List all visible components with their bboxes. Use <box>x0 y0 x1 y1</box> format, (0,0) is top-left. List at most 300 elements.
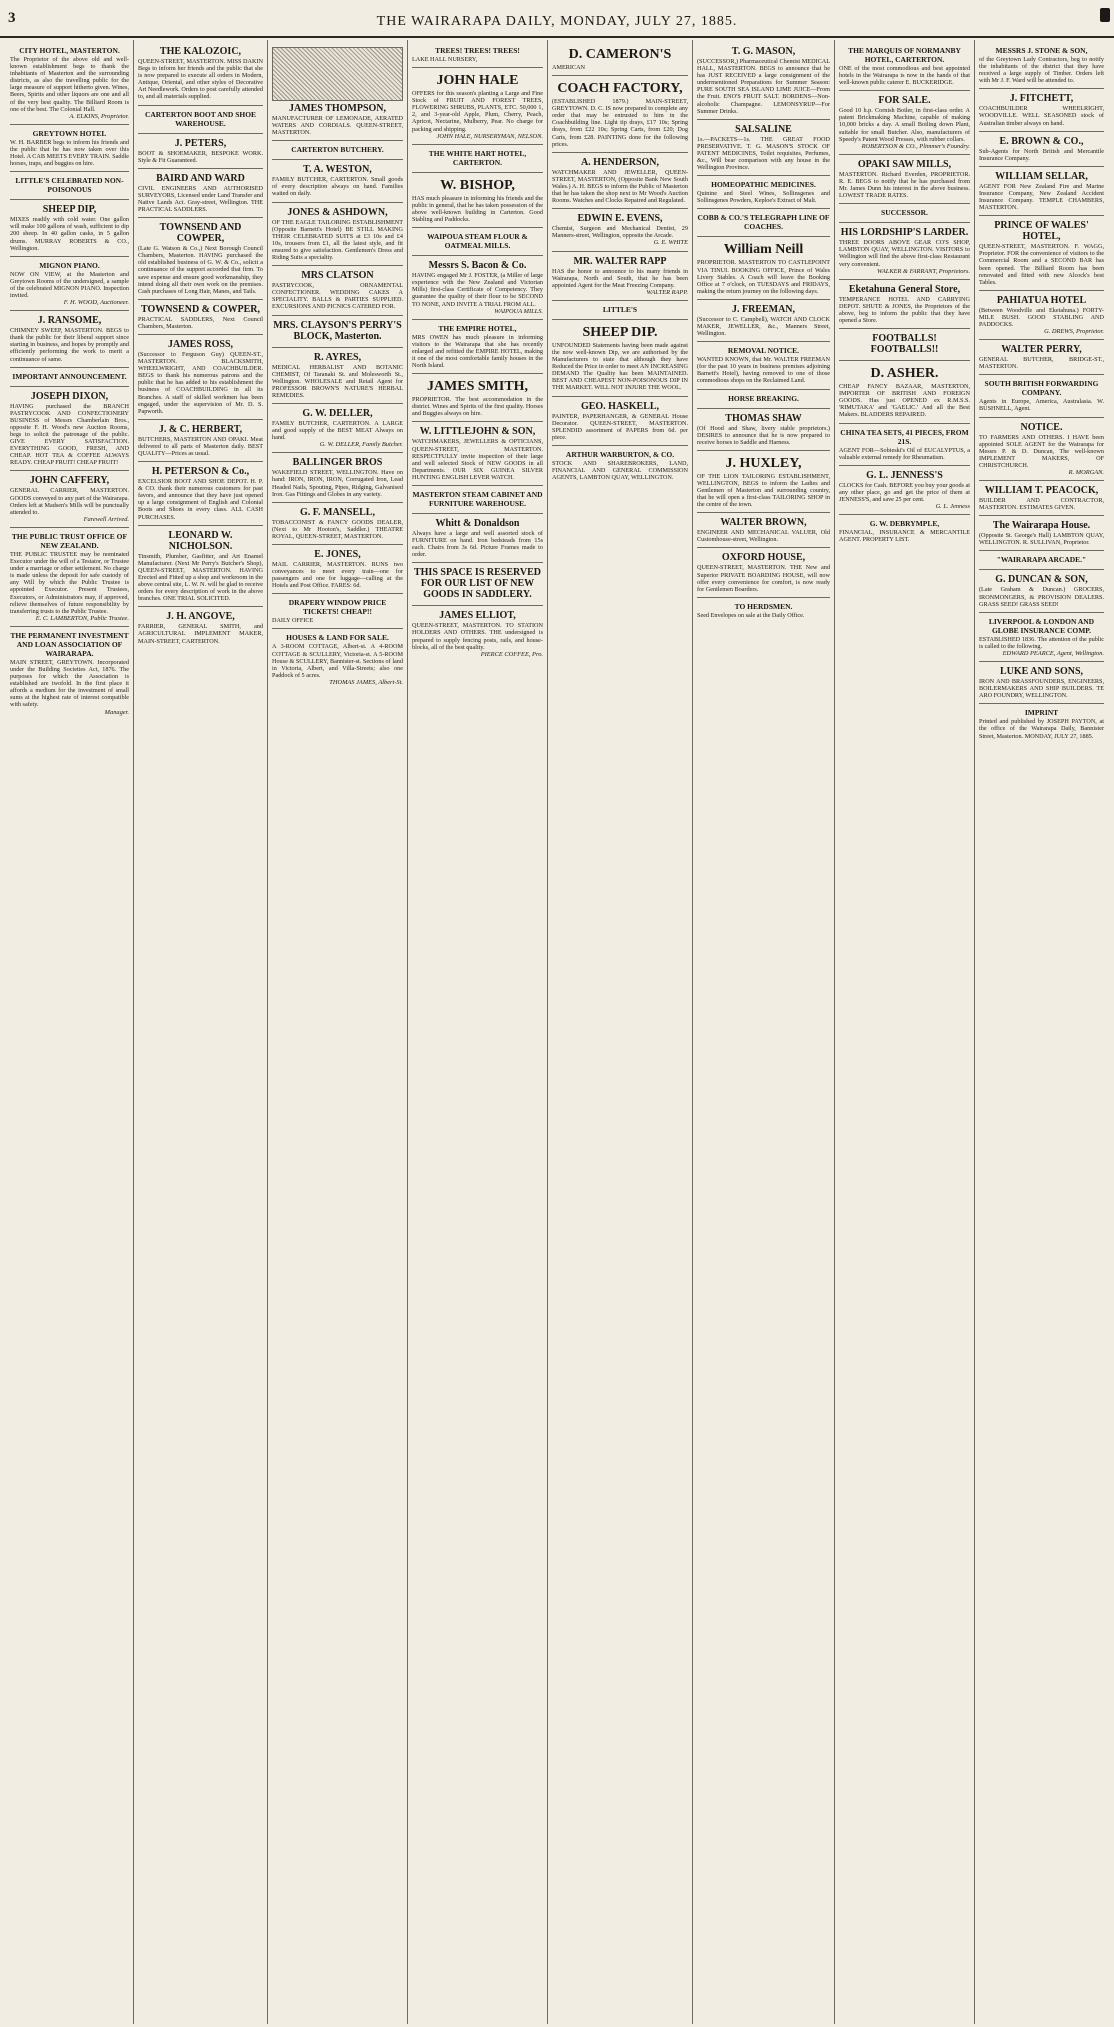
ad-body-text: (Of Hood and Shaw, livery stable proprietors.) DESIRES to announce that he is now prepared to receive horses to Saddle and Harness. <box>697 424 830 446</box>
advertisement <box>839 361 970 423</box>
ad-body-text: (Successor to Ferguson Guy) QUEEN-ST., MASTERTON. BLACKSMITH, WHEELWRIGHT, AND COACHBUILDER. BEGS to thank his numerous patrons and the public that he has added to his establishment the business of COACHBUILDING in all its Branches. A staff of skilled workmen has been engaged, under the supervision of Mr. D. S. Papworth. <box>138 350 263 415</box>
advertisement <box>839 91 970 155</box>
ad-body-text: THREE DOORS ABOVE GEAR CO'S SHOP, LAMBTON QUAY, WELLINGTON. VISITORS to Wellington will find the above first-class Restaurant very convenient. <box>839 239 970 268</box>
advertisement <box>979 216 1104 291</box>
ad-column-4 <box>408 40 548 2024</box>
ad-heading: HOMEOPATHIC MEDICINES. <box>711 180 816 190</box>
ad-body-text: QUEEN-STREET, MASTERTON. F. WAGG, Proprietor. FOR the convenience of visitors to the Commercial Room and a SECOND BAR has been opened. The Billiard Room has been renovated and fitted with new Alcock's best Tables. <box>979 243 1104 286</box>
ad-body-text: QUEEN-STREET, MASTERTON. MISS DAKIN Begs to inform her friends and the public that she is now prepared to execute all orders in Modern, Antique, Oriental, and other styles of Decorative Art Needlework. Orders to post carefully attended to, and all materials supplied. <box>138 58 263 101</box>
ad-signature: JOHN HALE, NURSERYMAN, NELSON. <box>436 132 543 140</box>
ad-heading: LITTLE'S <box>602 304 638 314</box>
advertisement <box>412 228 543 256</box>
advertisement <box>272 629 403 690</box>
ad-body-text: (ESTABLISHED 1879.) MAIN-STREET, GREYTOWN. D. C. IS now prepared to complete any order that may be entrusted to him in the Coachbuilding line. Light tip drays, £17 10s; Spring drays, from £22 10s; Spring Carts, from £20; Dog Carts, from £28. PAINTING done for the following prices. <box>552 98 688 148</box>
advertisement <box>697 342 830 389</box>
advertisement <box>979 167 1104 216</box>
advertisement <box>552 397 688 446</box>
advertisement <box>839 204 970 223</box>
ad-heading: JOSEPH DIXON, <box>30 390 109 402</box>
ad-heading: SALSALINE <box>735 123 792 135</box>
advertisement <box>272 203 403 267</box>
ad-heading: IMPORTANT ANNOUNCEMENT. <box>12 371 127 381</box>
advertisement <box>697 300 830 342</box>
ad-heading: A. HENDERSON, <box>580 156 660 168</box>
advertisement <box>979 89 1104 131</box>
ad-heading: JONES & ASHDOWN, <box>287 206 388 218</box>
page-number-left: 3 <box>8 10 16 26</box>
ad-heading: J. FREEMAN, <box>731 303 796 315</box>
advertisement <box>697 237 830 299</box>
ad-body-text: Always have a large and well assorted stock of FURNITURE on hand. Iron bedsteads from 15s each. Chairs from 3s 6d. Picture Frames made to order. <box>412 530 543 559</box>
ad-heading: G. W. DELLER, <box>302 407 373 419</box>
ad-heading: J. PETERS, <box>174 137 227 149</box>
advertisement <box>552 252 688 301</box>
ad-heading: CARTERTON BOOT AND SHOE WAREHOUSE. <box>144 109 257 128</box>
advertisement <box>10 387 129 472</box>
ad-body-text: Printed and published by JOSEPH PAYTON, at the office of the Wairarapa Daily, Bannister Street, Masterton. MONDAY, JULY 27, 1885. <box>979 718 1104 740</box>
ad-body-text: QUEEN-STREET, MASTERTON. TO STATION HOLDERS AND OTHERS. THE undersigned is prepared to supply fencing posts, rails, and house-blocks, all of the best quality. <box>412 622 543 651</box>
advertisement <box>412 374 543 422</box>
ad-heading: MIGNON PIANO. <box>39 260 100 270</box>
advertisement <box>10 200 129 256</box>
ad-heading: EDWIN E. EVENS, <box>577 213 663 225</box>
advertisement <box>552 301 688 320</box>
ad-heading: CARTERTON BUTCHERY. <box>291 145 384 155</box>
ad-body-text: CIVIL ENGINEERS AND AUTHORISED SURVEYORS, Licensed under Land Transfer and Native Lands Act. Gray-street, Wellington. THE PRACTICAL SADDLERS. <box>138 184 263 214</box>
advertisement <box>697 409 830 451</box>
ad-heading: Eketahuna General Store, <box>848 283 961 295</box>
marker-icon <box>1100 8 1110 22</box>
ad-column-7 <box>835 40 975 2024</box>
advertisement <box>839 223 970 279</box>
advertisement <box>979 418 1104 482</box>
ad-column-5 <box>548 40 693 2024</box>
advertisement <box>979 570 1104 612</box>
ad-heading: THE EMPIRE HOTEL, <box>438 323 517 333</box>
ad-body-text: HAVING purchased the BRANCH PASTRYCOOK AND CONFECTIONERY BUSINESS of Messrs Chamberlain Bros., opposite F. H. Wood's new Auction Rooms, begs to solicit the patronage of the public. GIVE EVERY SATISFACTION. EVERYTHING GOOD, FRESH, AND CHEAP. HOT TEA & COFFEE ALWAYS READY. CHEAP FRUIT! CHEAP FRUIT! <box>10 402 129 467</box>
advertisement <box>697 451 830 513</box>
ad-heading: FOR SALE. <box>878 95 931 107</box>
ad-body-text: MANUFACTURER OF LEMONADE, AERATED WATERS AND CORDIALS. QUEEN-STREET, MASTERTON. <box>272 115 403 137</box>
ad-body-text: MAIL CARRIER, MASTERTON. RUNS two conveyances to meet every train—one for passengers and one for luggage—calling at the Hotels and Post Office. FARES: 6d. <box>272 561 403 590</box>
ad-signature: THOMAS JAMES, Albert-St. <box>329 678 403 686</box>
ad-body-text: 1s.—PACKETS—1s. THE GREAT FOOD PRESERVATIVE. T. G. MASON'S STOCK OF PATENT MEDICINES, Toilet requisites, Perfumes, &c., Will bear comparison with any house in the Wellington Province. <box>697 135 830 172</box>
ad-body-text: UNFOUNDED Statements having been made against the now well-known Dip, we are authorised by the Manufacturers to state that although they have Reduced the Price in order to meet AN INCREASING DEMAND The Quality has been MAINTAINED. BEST AND CHEAPEST NON-POISONOUS DIP IN THE MARKET. WILL NOT INJURE THE WOOL. <box>552 341 688 392</box>
ad-body-text: PROPRIETOR. The best accommodation in the district. Wines and Spirits of the first quality. Horses and Buggies always on hire. <box>412 396 543 418</box>
advertisement <box>272 453 403 502</box>
advertisement <box>10 311 129 367</box>
ad-heading: HORSE BREAKING. <box>728 393 799 403</box>
ad-body-text: IRON AND BRASSFOUNDERS, ENGINEERS, BOILERMAKERS AND SHIP BUILDERS. TE ARO FOUNDRY, WELLINGTON. <box>979 678 1104 700</box>
ad-body-text: LAKE HALL NURSERY, <box>412 56 478 63</box>
advertisement <box>979 704 1104 743</box>
ad-body-text: FAMILY BUTCHER, CARTERTON. Small goods of every description always on hand. Families waited on daily. <box>272 176 403 198</box>
ad-body-text: GENERAL BUTCHER, BRIDGE-ST., MASTERTON. <box>979 356 1104 371</box>
ad-body-text: DAILY OFFICE <box>272 617 314 625</box>
ad-heading: PRINCE OF WALES' HOTEL, <box>994 220 1089 243</box>
ad-body-text: of the Greytown Lady Contractors, beg to notify the inhabitants of the district that they have received a large supply of Timber. Orders left with Mr J. F. Ward will be attended to. <box>979 56 1104 85</box>
ad-heading: JOHN CAFFERY, <box>29 475 110 487</box>
ad-heading: HOUSES & LAND FOR SALE. <box>286 633 389 643</box>
advertisement <box>979 516 1104 551</box>
ad-body-text: TO FARMERS AND OTHERS. I HAVE been appointed SOLE AGENT for the Wairarapa for Messrs P. & D. Duncan, The well-known IMPLEMENT MAKERS, OF CHRISTCHURCH. <box>979 433 1104 469</box>
ad-body-text: WATCHMAKERS, JEWELLERS & OPTICIANS, QUEEN-STREET, MASTERTON. RESPECTFULLY invite inspection of their large and well selected Stock of NEW GOODS in all Departments. OUR SIX GUINEA SILVER HUNTING ENGLISH LEVER WATCH. <box>412 438 543 481</box>
ad-body-text: MRS OWEN has much pleasure in informing visitors to the Wairarapa that she has recently enlarged and refitted the EMPIRE HOTEL, making it one of the most comfortable family houses in the North Island. <box>412 333 543 370</box>
ad-heading: E. BROWN & CO., <box>999 135 1084 147</box>
ad-heading: The Wairarapa House. <box>992 520 1091 532</box>
advertisement <box>272 545 403 594</box>
ad-body-text: AGENT FOR New Zealand Fire and Marine Insurance Company, New Zealand Accident Insurance Company. TEMPLE CHAMBERS, MASTERTON. <box>979 182 1104 212</box>
ad-heading: G. F. MANSELL, <box>300 506 375 518</box>
ad-body-text: CLOCKS for Cash. BEFORE you buy your goods at any other place, go and get the price of them at JENNESS'S, and save 25 per cent. <box>839 481 970 503</box>
ad-heading: MRS CLATSON <box>301 270 374 282</box>
advertisement <box>272 503 403 545</box>
ad-heading: THE WHITE HART HOTEL, CARTERTON. <box>428 148 527 167</box>
advertisement <box>839 515 970 547</box>
ad-signature: A. ELKINS, Proprietor. <box>69 112 129 120</box>
advertisement <box>10 471 129 527</box>
ad-heading: ARTHUR WARBURTON, & CO. <box>565 449 675 459</box>
advertisement <box>138 106 263 134</box>
ad-signature: G. E. WHITE <box>653 239 688 247</box>
ad-body-text: A 3-ROOM COTTAGE, Albert-st. A 4-ROOM COTTAGE & SCULLERY, Victoria-st. A 5-ROOM House & SCULLERY, Bannister-st. Sections of land in Victoria, Albert, and Villa-Streets; also one Paddock of 5 acres. <box>272 643 403 679</box>
ad-heading: COACH FACTORY, <box>557 81 683 97</box>
ad-signature: ROBERTSON & CO., Plimmer's Foundry. <box>861 142 970 150</box>
ad-signature: R. MORGAN. <box>1068 469 1104 476</box>
ad-heading: "WAIRARAPA ARCADE." <box>996 555 1087 565</box>
advertisement <box>839 329 970 361</box>
ad-heading: WILLIAM SELLAR, <box>995 170 1088 182</box>
advertisement <box>979 291 1104 340</box>
ad-heading: NOTICE. <box>1020 421 1063 433</box>
ad-heading: THOMAS SHAW <box>725 412 802 424</box>
ad-heading: J. HUXLEY, <box>725 455 802 471</box>
advertisement <box>979 551 1104 570</box>
masthead <box>0 0 1114 38</box>
ad-signature: WALKER & FARRANT, Proprietors. <box>877 267 970 275</box>
ad-heading: G. DUNCAN & SON, <box>995 574 1088 586</box>
newspaper-title: THE WAIRARAPA DAILY, MONDAY, JULY 27, 1885. <box>376 14 738 29</box>
advertisement <box>697 390 830 409</box>
ad-body-text: WANTED KNOWN, that Mr. WALTER FREEMAN (for the past 10 years in business premises adjoining Barnett's Hotel), having removed to one of those commodious shops on the Reclaimed Land. <box>697 356 830 385</box>
ad-signature: G. W. DELLER, Family Butcher. <box>319 441 403 449</box>
factory-illustration-icon <box>272 47 403 101</box>
ad-heading: THE MARQUIS OF NORMANBY HOTEL, CARTERTON. <box>848 46 961 64</box>
ad-signature: EDWARD PEARCE, Agent, Wellington. <box>1002 649 1104 657</box>
advertisement <box>10 125 129 172</box>
ad-heading: H. PETERSON & Co., <box>151 466 250 478</box>
ad-body-text: WAKEFIELD STREET, WELLINGTON. Have on hand: IRON, IRON, IRON, Corrugated Iron, Lead Headed Nails, Spouting, Pipes, Ridging, Galvanised Iron. Gas Fittings and Globes in any variety. <box>272 469 403 498</box>
ad-signature: WALTER RAPP. <box>646 288 688 296</box>
advertisement <box>138 607 263 648</box>
ad-body-text: OFFERS for this season's planting a Large and Fine Stock of FRUIT AND FOREST TREES, FLOWERING SHRUBS, PLANTS, ETC. 50,000 1, 2, and 3-year-old Apple, Plum, Cherry, Peach, Apricot, Nectarine, Mulberry, Pear. No charge for packing and shipping. <box>412 90 543 133</box>
advertisement <box>10 42 129 125</box>
ad-heading: MRS. CLAYSON'S PERRY'S BLOCK, Masterton. <box>273 319 402 342</box>
ad-column-6 <box>693 40 835 2024</box>
advertisement <box>138 526 263 608</box>
ad-body-text: ENGINEER AND MECHANICAL VALUER, Old Customhouse-street, Wellington. <box>697 529 830 544</box>
ad-body-text: ESTABLISHED 1836. The attention of the public is called to the following. <box>979 635 1104 650</box>
ad-heading: LITTLE'S CELEBRATED NON-POISONOUS <box>15 176 124 195</box>
ad-body-text: Tinsmith, Plumber, Gasfitter, and Art Enamel Manufacturer. (Next Mr Perry's Butcher's Shop), QUEEN-STREET, MASTERTON. HAVING Erected and Fitted up a shop and workroom in the above central site, L. W. N. will be glad to receive orders for every description of work in the above branches. ONE TRIAL SOLICITED. <box>138 552 263 603</box>
advertisement <box>979 481 1104 516</box>
ad-heading: D. CAMERON'S <box>568 47 672 62</box>
ad-heading: BALLINGER BROS <box>292 457 383 469</box>
ad-heading: GREYTOWN HOTEL <box>32 128 107 138</box>
advertisement <box>839 424 970 466</box>
advertisement <box>697 513 830 548</box>
ad-body-text: OF THE LION TAILORING ESTABLISHMENT, WELLINGTON, BEGS to inform the Ladies and Gentlemen of Masterton and surrounding country, that he will open a first-class TAILORING SHOP in the centre of the town. <box>697 472 830 509</box>
ad-heading: THE PUBLIC TRUST OFFICE OF NEW ZEALAND. <box>11 531 128 550</box>
ad-body-text: HAS much pleasure in informing his friends and the public in general, that he has taken possession of the above well-known building in Carterton. Good Stabling and Paddocks. <box>412 194 543 224</box>
advertisement <box>138 462 263 526</box>
ad-heading: LEONARD W. NICHOLSON. <box>168 529 233 552</box>
ad-heading: GEO. HASKELL, <box>580 400 660 412</box>
advertisement <box>10 627 129 720</box>
ad-heading: JAMES SMITH, <box>426 379 529 395</box>
advertisement <box>697 209 830 237</box>
ad-heading: MESSRS J. STONE & SON, <box>995 46 1088 55</box>
ad-heading: JAMES ROSS, <box>167 338 233 350</box>
ad-body-text: ONE of the most commodious and best appointed hotels in the Wairarapa is now in the hands of that well-known public caterer E. BUCKERIDGE. <box>839 65 970 87</box>
ad-heading: SUCCESSOR. <box>881 208 928 218</box>
advertisement <box>697 120 830 176</box>
ad-body-text: Quinine and Steel Wines, Sollinsgenes and Sollinsgenes Powders, Keploe's Extract of Malt. <box>697 190 830 205</box>
advertisement <box>10 528 129 627</box>
advertisement <box>552 76 688 153</box>
ad-heading: MASTERTON STEAM CABINET AND FURNITURE WAREHOUSE. <box>412 490 543 508</box>
advertisement <box>138 169 263 218</box>
advertisement <box>839 155 970 204</box>
advertisement <box>979 613 1104 662</box>
advertisement <box>138 218 263 300</box>
ad-heading: JAMES THOMPSON, <box>288 103 387 114</box>
ad-body-text: BUILDER AND CONTRACTOR, MASTERTON. ESTIMATES GIVEN. <box>979 497 1104 512</box>
advertisement <box>10 368 129 387</box>
advertisement <box>272 266 403 315</box>
ad-body-text: Chemist, Surgeon and Mechanical Dentist, 29 Manners-street, Wellington, opposite the Arcade. <box>552 225 688 240</box>
ad-body-text: (Opposite St. George's Hall) LAMBTON QUAY, WELLINGTON. R. SULLIVAN, Proprietor. <box>979 532 1104 547</box>
ad-signature: G. L. Jenness <box>935 503 970 510</box>
advertisement <box>138 42 263 106</box>
advertisement <box>10 257 129 311</box>
ad-signature: E. C. LAMBERTON, Public Trustee. <box>35 614 129 622</box>
ad-heading: LIVERPOOL & LONDON AND GLOBE INSURANCE COMP. <box>988 616 1095 635</box>
ad-heading: TOWNSEND AND COWPER, <box>159 222 242 245</box>
ad-heading: DRAPERY WINDOW PRICE TICKETS! CHEAP!! <box>288 598 387 617</box>
advertisement <box>412 68 543 145</box>
advertisement <box>272 141 403 160</box>
advertisement <box>272 42 403 141</box>
advertisement <box>697 42 830 120</box>
ad-heading: OPAKI SAW MILLS, <box>857 158 952 170</box>
ad-heading: OXFORD HOUSE, <box>721 552 806 564</box>
advertisement <box>979 42 1104 89</box>
ad-columns <box>6 40 1108 2024</box>
ad-body-text: MAIN STREET, GREYTOWN. Incorporated under the Building Societies Act, 1876. The purposes for which the Association is established are twofold. In the first place it affords a medium for the investment of small sums at the highest rate of interest compatible with safety. <box>10 658 129 709</box>
advertisement <box>979 662 1104 704</box>
ad-heading: Messrs S. Bacon & Co. <box>428 260 527 272</box>
ad-heading: E. JONES, <box>314 549 361 560</box>
ad-heading: T. G. MASON, <box>731 46 796 57</box>
ad-body-text: BOOT & SHOEMAKER, BESPOKE WORK. Style & Fit Guaranteed. <box>138 149 263 164</box>
ad-body-text: (SUCCESSOR,) Pharmaceutical Chemist MEDICAL HALL, MASTERTON. BEGS to announce that he has JUST RECEIVED a large consignment of the undermentioned Preparations for Summer Season: PURE SOUTH SEA ISLAND LIME JUICE—From the Fruit. ENO'S FRUIT SALT. BORDENS—Non-alcoholic Champagne. LEMONSYRUP—For Summer Drinks. <box>697 58 830 115</box>
ad-body-text: MASTERTON. Richard Everden, PROPRIETOR. R. E. BEGS to notify that he has purchased from Mr. James Dunn his interest in the above business. LOWEST TRADE RATES. <box>839 170 970 200</box>
ad-heading: J. H. ANGOVE, <box>166 611 235 623</box>
ad-column-2 <box>134 40 268 2024</box>
ad-body-text: PASTRYCOOK, ORNAMENTAL CONFECTIONER. WEDDING CAKES A SPECIALITY. BALLS & PARTIES SUPPLIED. EXCURSIONS AND PICNICS CATERED FOR. <box>272 282 403 311</box>
advertisement <box>552 153 688 209</box>
ad-heading: THIS SPACE IS RESERVED FOR OUR LIST OF NEW GOODS IN SADDLERY. <box>413 567 541 601</box>
ad-body-text: AGENT FOR—Sobieski's Oil of EUCALYPTUS, a valuable external remedy for Rheumatism. <box>839 446 970 461</box>
advertisement <box>272 404 403 453</box>
ad-heading: G. W. DEBRYMPLE, <box>869 519 940 529</box>
ad-signature: Manager. <box>104 708 129 716</box>
ad-heading: J. RANSOME, <box>37 315 102 327</box>
ad-body-text: FINANCIAL, INSURANCE & MERCANTILE AGENT. PROPERTY LIST. <box>839 529 970 544</box>
advertisement <box>412 514 543 563</box>
advertisement <box>412 42 543 68</box>
ad-heading: SOUTH BRITISH FORWARDING COMPANY. <box>984 379 1099 398</box>
ad-heading: JOHN HALE <box>436 73 519 89</box>
ad-heading: TO HERDSMEN. <box>734 601 793 611</box>
ad-heading: T. A. WESTON, <box>303 164 372 176</box>
ad-body-text: COACHBUILDER WHEELRIGHT, WOODVILLE. WELL SEASONED stock of Australian timber always on hand. <box>979 105 1104 127</box>
ad-heading: PAHIATUA HOTEL <box>996 294 1087 306</box>
ad-body-text: FAMILY BUTCHER, CARTERTON. A LARGE and good supply of the BEST MEAT Always on hand. <box>272 419 403 442</box>
ad-body-text: BUTCHERS, MASTERTON AND OPAKI. Meat delivered to all parts of Masterton daily. BEST QUALITY—Prices as usual. <box>138 435 263 457</box>
ad-heading: WAIPOUA STEAM FLOUR & OATMEAL MILLS. <box>427 232 528 251</box>
advertisement <box>138 134 263 169</box>
ad-body-text: OF THE EAGLE TAILORING ESTABLISHMENT (Opposite Barnett's Hotel) BE STILL MAKING THEIR CELEBRATED SUITS at £3 10s and £4 10s, trousers from £1, all the latest style, and fit ensured to give satisfaction. Gentlemen's Dress and Riding Suits a speciality. <box>272 218 403 262</box>
ad-column-8 <box>975 40 1108 2024</box>
ad-heading: CHINA TEA SETS, 41 PIECES, FROM 21S. <box>840 427 969 446</box>
ad-body-text: CHEAP FANCY BAZAAR, MASTERTON, IMPORTER OF BRITISH AND FOREIGN GOODS. Has just OPENED ex R.M.S.S. 'RIMUTAKA' and 'GAELIC.' And all the Best Makers. BLADDERS REPAIRED. <box>839 383 970 419</box>
ad-heading: MR. WALTER RAPP <box>573 255 667 267</box>
ad-heading: W. LITTLEJOHN & SON, <box>419 426 536 438</box>
ad-heading: J. & C. HERBERT, <box>158 423 243 435</box>
advertisement <box>272 348 403 404</box>
ad-heading: D. ASHER. <box>870 366 939 382</box>
advertisement <box>979 375 1104 417</box>
advertisement <box>697 598 830 623</box>
advertisement <box>552 209 688 251</box>
ad-body-text: EXCELSIOR BOOT AND SHOE DEPOT. H. P. & CO. thank their numerous customers for past favors, and announce that they have just opened up a large consignment of English and Colonial Boots and Shoes in every class. ALL CASH PURCHASES. <box>138 478 263 521</box>
ad-body-text: HAVING engaged Mr J. FOSTER, (a Miller of large experience with the New Zealand and Victorian Mills) first-class Certificate of Competency. They guarantee the quality of their flour to be SECOND TO NONE, AND INVITE A TRIAL FROM ALL. <box>412 272 543 308</box>
ad-heading: BAIRD AND WARD <box>156 172 245 184</box>
advertisement <box>412 486 543 514</box>
advertisement <box>412 145 543 173</box>
ad-heading: W. BISHOP, <box>440 177 515 193</box>
ad-body-text: (Late Graham & Duncan.) GROCERS, IRONMONGERS, & PROVISION DEALERS. GRASS SEED! GRASS SEED! <box>979 586 1104 608</box>
ad-heading: WALTER PERRY, <box>1001 344 1082 356</box>
ad-body-text: The Proprietor of the above old and well-known establishment begs to thank the inhabitants of Masterton and the surrounding districts, as also the travelling public for the large measure of support hitherto given. Wines, Beers, Spirits and other liquors are one and all of the very best quality. The Billiard Room is one of the best. The Colonial Hall. <box>10 56 129 113</box>
advertisement <box>839 466 970 515</box>
advertisement <box>412 256 543 320</box>
ad-heading: WILLIAM T. PEACOCK, <box>984 485 1099 497</box>
advertisement <box>272 594 403 629</box>
advertisement <box>412 563 543 606</box>
advertisement <box>412 173 543 228</box>
ad-heading: REMOVAL NOTICE. <box>727 346 800 356</box>
ad-body-text: W. H. BARBER begs to inform his friends and the public that he has now taken over this Hotel. A CAB MEETS EVERY TRAIN. Saddle horses, traps, and buggies on hire. <box>10 138 129 168</box>
ad-heading: FOOTBALLS! FOOTBALLS!! <box>870 333 939 356</box>
ad-heading: LUKE AND SONS, <box>999 666 1084 678</box>
ad-column-1 <box>6 40 134 2024</box>
ad-body-text: WATCHMAKER AND JEWELLER, QUEEN-STREET, MASTERTON, (Opposite Bank New South Wales.) A. H. BEGS to inform the Public of Masterton that he has taken the shop next to Mr Wood's Auction Rooms. Watches and Clocks Repaired and Regulated. <box>552 168 688 205</box>
ad-body-text: (Successor to C. Campbell), WATCH AND CLOCK MAKER, JEWELLER, &c., Manners Street, Wellington. <box>697 315 830 338</box>
ad-body-text: Good 10 h.p. Cornish Boiler, in first-class order. A patent Brickmaking Machine, capable of making 10,000 bricks a day. A small Boiling down Plant, suitable for small Butcher. Also, manufacturers of Speedy's Patent Wood Presses, with rubber collars. <box>839 107 970 143</box>
advertisement <box>272 160 403 202</box>
advertisement <box>138 335 263 420</box>
ad-signature: Farewell Arrived. <box>83 515 129 523</box>
ad-heading: THE KALOZOIC, <box>159 46 242 57</box>
ad-body-text: CHIMNEY SWEEP, MASTERTON. BEGS to thank the public for their liberal support since starting in business, and hopes by promptly and efficiently performing the work to merit a continuance of same. <box>10 327 129 363</box>
ad-body-text: NOW ON VIEW, at the Masterton and Greytown Rooms of the undersigned, a sample of the celebrated MIGNON PIANO. Inspection invited. <box>10 270 129 299</box>
ad-body-text: (Late G. Watson & Co.,) Next Borough Council Chambers, Masterton. HAVING purchased the old established business of G. W. & Co., solicit a continuance of the support accorded that firm. To save expense and ensure good workmanship, they intend doing all their own work on the premises. Cash purchases of Long Hair, Manes, and Tails. <box>138 245 263 295</box>
ad-body-text: TOBACCONIST & FANCY GOODS DEALER, (Next to Mr Hooton's, Saddler.) THEATRE ROYAL, QUEEN-STREET, MASTERTON. <box>272 518 403 540</box>
ad-body-text: Agents in Europe, America, Australasia. W. BUSHNELL, Agent. <box>979 398 1104 413</box>
advertisement <box>552 42 688 76</box>
ad-heading: G. L. JENNESS'S <box>866 469 943 481</box>
advertisement <box>272 316 403 348</box>
advertisement <box>839 280 970 329</box>
ad-body-text: HAS the honor to announce to his many friends in Wairarapa, North and South, that he has been appointed Agent for the Meat Freezing Company. <box>552 267 688 289</box>
advertisement <box>10 172 129 200</box>
advertisement <box>979 132 1104 167</box>
ad-signature: G. DREWS, Proprietor. <box>1044 328 1104 336</box>
advertisement <box>138 420 263 462</box>
ad-body-text: PRACTICAL SADDLERS, Next Council Chambers, Masterton. <box>138 315 263 330</box>
ad-signature: PIERCE COFFEE, Pro. <box>480 650 543 658</box>
advertisement <box>552 320 688 397</box>
ad-heading: HIS LORDSHIP'S LARDER. <box>840 227 969 239</box>
advertisement <box>697 548 830 597</box>
advertisement <box>979 340 1104 375</box>
ad-body-text: THE PUBLIC TRUSTEE may be nominated Executor under the will of a Testator, or Trustee under a marriage or other settlement. No charge is made unless the deposit for safe custody of any Will by which the Public Trustee is appointed Executor. Present Trustees, Executors, or Administrators may, if approved, relieve themselves of future responsibility by transferring trusts to the Public Trustee. <box>10 550 129 615</box>
ad-heading: IMPRINT <box>1024 708 1059 718</box>
ad-body-text: PROPRIETOR. MASTERTON TO CASTLEPOINT VIA TINUI. BOOKING OFFICE, Prince of Wales Livery Stables. A Coach will leave the Booking Office at 7 o'clock, on TUESDAYS and FRIDAYS, making the return journey on the following days. <box>697 259 830 295</box>
ad-body-text: STOCK AND SHAREBROKERS, LAND, FINANCIAL AND GENERAL COMMISSION AGENTS, LAMBTON QUAY, WELLINGTON. <box>552 459 688 482</box>
ad-body-text: GENERAL CARRIER, MASTERTON. GOODS conveyed to any part of the Wairarapa. Orders left at Madsen's Mills will be punctually attended to. <box>10 487 129 516</box>
ad-body-text: MEDICAL HERBALIST AND BOTANIC CHEMIST, Of Taranaki St. and Molesworth St., Wellington. WHOLESALE and Retail Agent for PROFESSOR BROWN'S NATURE'S HERBAL REMEDIES. <box>272 363 403 399</box>
advertisement <box>839 42 970 91</box>
ad-heading: THE PERMANENT INVESTMENT AND LOAN ASSOCIATION OF WAIRARAPA. <box>10 630 129 658</box>
advertisement <box>412 606 543 661</box>
ad-heading: TOWNSEND & COWPER, <box>141 303 260 315</box>
ad-body-text: (Between Woodville and Eketahuna.) FORTY-MILE BUSH. GOOD STABLING AND PADDOCKS. <box>979 306 1104 328</box>
ad-heading: William Neill <box>723 242 804 258</box>
advertisement <box>412 320 543 374</box>
ad-signature: F. H. WOOD, Auctioneer. <box>63 299 129 307</box>
ad-heading: CITY HOTEL, MASTERTON. <box>19 46 120 55</box>
ad-body-text: QUEEN-STREET, MASTERTON. THE New and Superior PRIVATE BOARDING HOUSE, will now offer every convenience for comfort, is now ready for Gentlemen Boarders. <box>697 564 830 593</box>
ad-body-text: AMERICAN <box>552 64 586 71</box>
ad-heading: SHEEP DIP, <box>42 204 97 216</box>
ad-body-text: TEMPERANCE HOTEL AND CARRYING DEPOT. SHUTE & JONES, the Proprietors of the above, beg to inform the public that they have opened a Store. <box>839 295 970 324</box>
advertisement <box>138 300 263 335</box>
ad-heading: WALTER BROWN, <box>720 517 807 529</box>
ad-heading: J. FITCHETT, <box>1009 93 1074 105</box>
advertisement <box>412 422 543 486</box>
ad-body-text: PAINTER, PAPERHANGER, & GENERAL House Decorator. QUEEN-STREET, MASTERTON. SPLENDID assortment of PAPERS from 6d. per piece. <box>552 412 688 441</box>
ad-heading: COBB & CO.'S TELEGRAPH LINE OF COACHES. <box>697 213 830 232</box>
ad-heading: TREES! TREES! TREES! <box>435 46 520 55</box>
advertisement <box>697 176 830 209</box>
ad-body-text: FARRIER, GENERAL SMITH, and AGRICULTURAL IMPLEMENT MAKER, MAIN-STREET, CARTERTON. <box>138 623 263 645</box>
ad-heading: JAMES ELLIOT, <box>439 610 516 622</box>
advertisement <box>552 446 688 485</box>
